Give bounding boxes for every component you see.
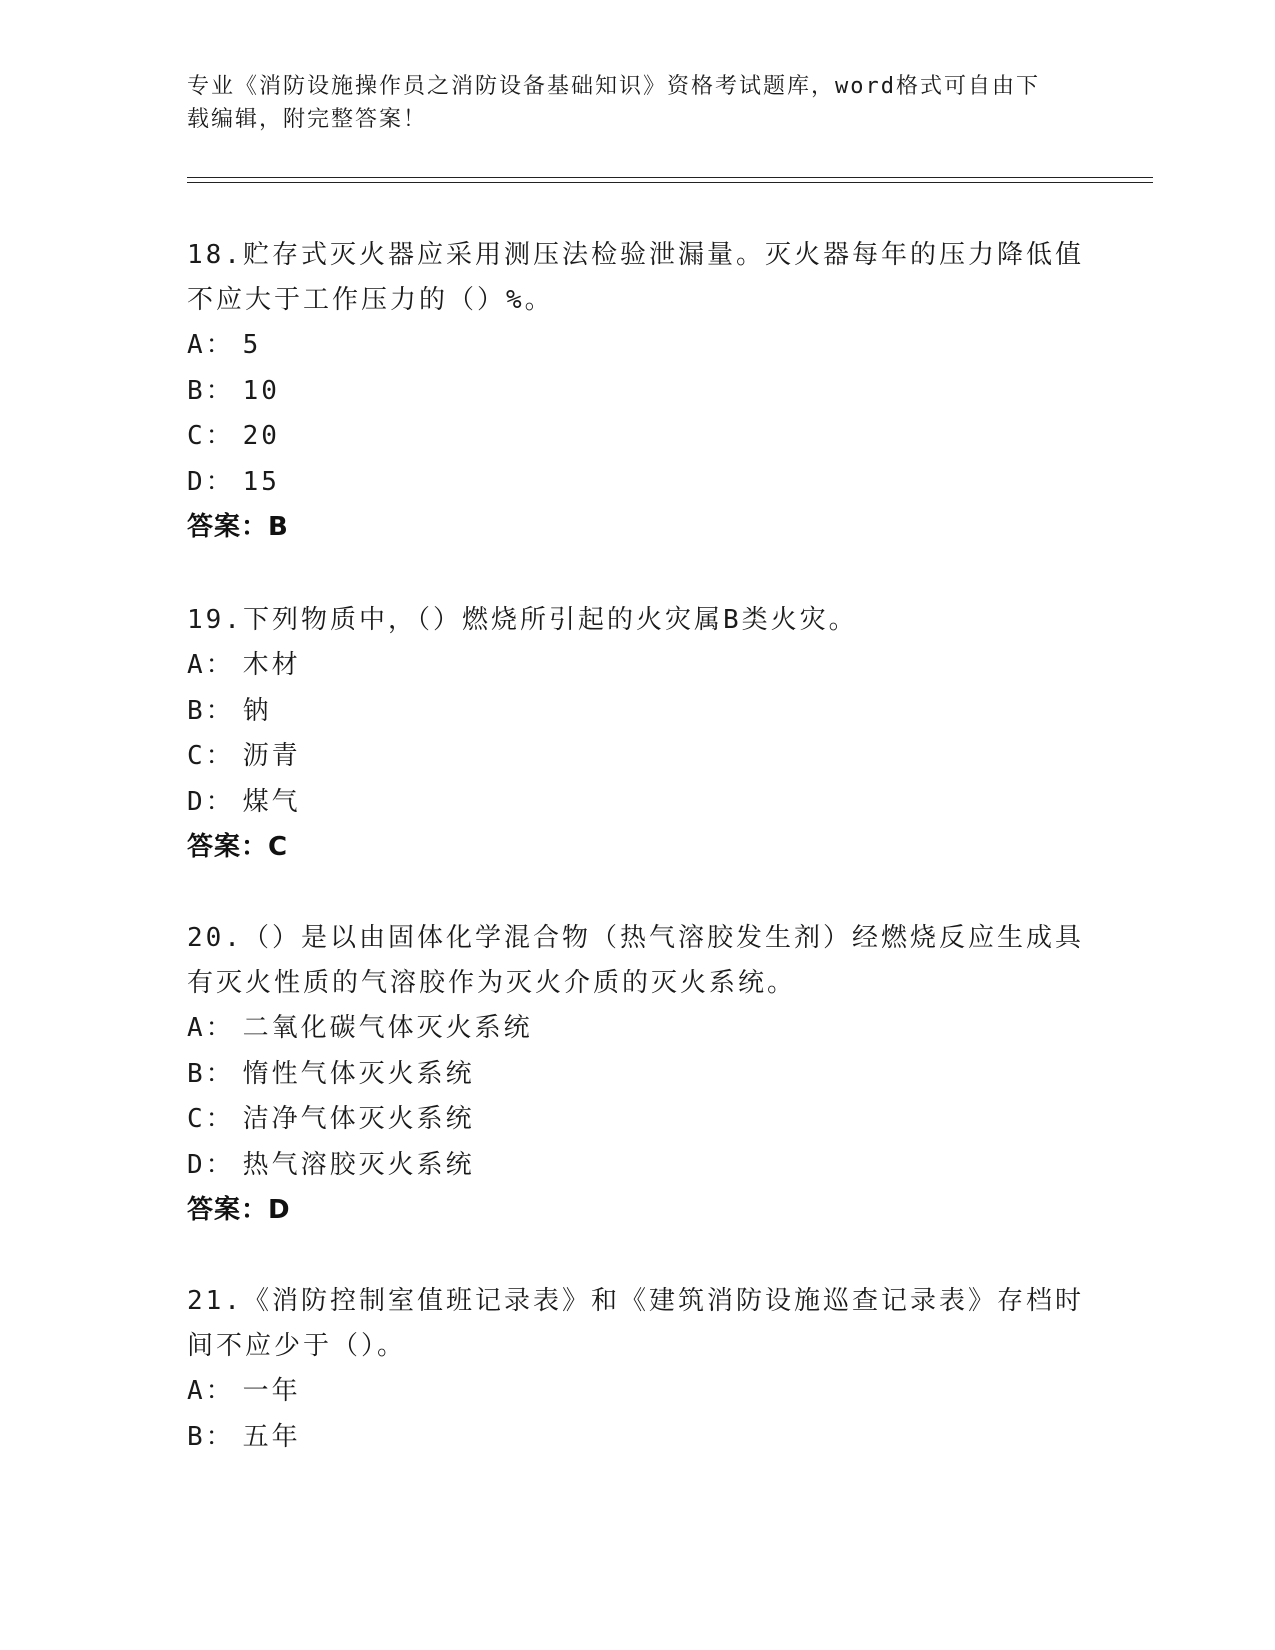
option-a [187, 643, 1087, 689]
option-label: B： [187, 1058, 235, 1089]
option-text: 15 [242, 466, 280, 497]
option-d [187, 1143, 1087, 1189]
option-text: 10 [242, 375, 280, 406]
option-c [187, 414, 1087, 460]
option-label: D： [187, 1149, 235, 1180]
question-text-line: 不应大于工作压力的（）%。 [187, 285, 554, 315]
question-18 [187, 233, 1087, 551]
header-divider-top [187, 177, 1153, 178]
header-line-1: 专业《消防设施操作员之消防设备基础知识》资格考试题库，word格式可自由下 [187, 74, 1040, 99]
option-b [187, 1052, 1087, 1098]
option-label: B： [187, 375, 235, 406]
option-text: 煤气 [242, 786, 301, 817]
header-line-2: 载编辑，附完整答案！ [187, 107, 428, 132]
question-text-line: 有灭火性质的气溶胶作为灭火介质的灭火系统。 [187, 968, 797, 998]
option-label: B： [187, 1421, 235, 1452]
question-text-line: 18.贮存式灭火器应采用测压法检验泄漏量。灭火器每年的压力降低值 [187, 240, 1084, 270]
document-header [187, 70, 1067, 136]
option-label: B： [187, 695, 235, 726]
option-a [187, 323, 1087, 369]
answer-line: 答案：D [187, 1195, 291, 1225]
option-label: A： [187, 330, 235, 360]
option-c [187, 1097, 1087, 1143]
header-divider-bottom [187, 182, 1153, 183]
option-b [187, 1415, 1087, 1461]
option-text: 热气溶胶灭火系统 [242, 1149, 475, 1180]
question-19 [187, 598, 1087, 871]
question-20 [187, 916, 1087, 1234]
option-a [187, 1369, 1087, 1415]
question-text-line: 19.下列物质中，（）燃烧所引起的火灾属B类火灾。 [187, 605, 858, 635]
option-d [187, 780, 1087, 826]
option-b [187, 369, 1087, 415]
option-c [187, 734, 1087, 780]
answer-line: 答案：C [187, 832, 289, 862]
option-label: D： [187, 466, 235, 497]
option-b [187, 689, 1087, 735]
option-label: D： [187, 786, 235, 817]
option-text: 一年 [242, 1376, 301, 1406]
option-a [187, 1006, 1087, 1052]
option-text: 20 [242, 421, 280, 451]
option-text: 木材 [242, 650, 301, 680]
option-label: A： [187, 1376, 235, 1406]
option-d [187, 460, 1087, 506]
option-label: C： [187, 1104, 235, 1134]
option-label: C： [187, 421, 235, 451]
option-label: A： [187, 1013, 235, 1043]
option-text: 惰性气体灭火系统 [242, 1058, 475, 1089]
answer-line: 答案：B [187, 512, 289, 542]
option-text: 洁净气体灭火系统 [242, 1104, 475, 1134]
option-text: 沥青 [242, 741, 301, 771]
option-label: C： [187, 741, 235, 771]
option-label: A： [187, 650, 235, 680]
option-text: 五年 [242, 1421, 301, 1452]
option-text: 5 [242, 330, 262, 360]
question-text-line: 间不应少于（）。 [187, 1331, 407, 1361]
question-21 [187, 1279, 1087, 1460]
option-text: 二氧化碳气体灭火系统 [242, 1013, 533, 1043]
question-text-line: 20.（）是以由固体化学混合物（热气溶胶发生剂）经燃烧反应生成具 [187, 923, 1084, 953]
question-text-line: 21.《消防控制室值班记录表》和《建筑消防设施巡查记录表》存档时 [187, 1286, 1084, 1316]
option-text: 钠 [242, 695, 272, 726]
